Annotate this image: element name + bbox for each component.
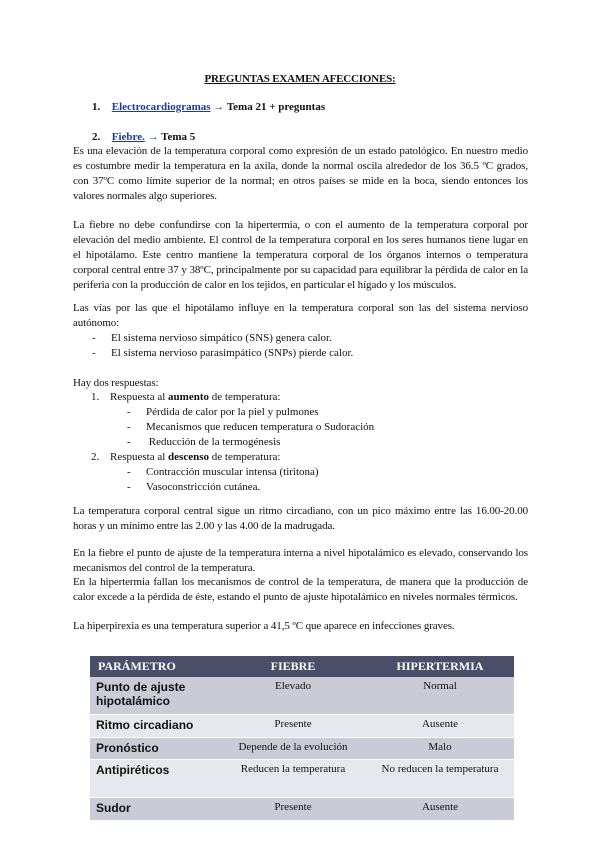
- table-cell: Malo: [366, 737, 514, 759]
- dash-bullet: -: [127, 421, 131, 433]
- table-cell: Normal: [366, 677, 514, 714]
- table-cell: Antipiréticos: [90, 759, 220, 797]
- paragraph-vias: Las vías por las que el hipotálamo influye en la temperatura corporal son las del sistema nervioso autónomo:: [73, 302, 528, 329]
- table-cell: Presente: [220, 714, 366, 737]
- table-header-cell: PARÁMETRO: [90, 656, 220, 677]
- table-cell: Elevado: [220, 677, 366, 714]
- table-row: [90, 677, 514, 714]
- table-cell: Depende de la evolución: [220, 737, 366, 759]
- list-item: - Vasoconstricción cutánea.: [127, 481, 261, 493]
- table-row: [90, 714, 514, 737]
- list-item: - Contracción muscular intensa (tiritona): [127, 466, 319, 478]
- arrow-icon: →: [213, 101, 225, 113]
- section-header-fiebre: [92, 131, 195, 143]
- table-header-row: [90, 656, 514, 677]
- list-item: - El sistema nervioso simpático (SNS) genera calor.: [92, 332, 332, 344]
- section-number: 1.: [92, 101, 101, 113]
- paragraph-respuestas: Hay dos respuestas:: [73, 377, 159, 389]
- section-header-ecg: [92, 101, 325, 113]
- dash-bullet: -: [92, 347, 96, 359]
- table-cell: Presente: [220, 797, 366, 820]
- table-row: [90, 797, 514, 820]
- section-topic: Electrocardiogramas: [111, 101, 211, 113]
- table-cell: Reducen la temperatura: [220, 759, 366, 797]
- list-item: - El sistema nervioso parasimpático (SNPs) pierde calor.: [92, 347, 354, 359]
- page-title: PREGUNTAS EXAMEN AFECCIONES:: [204, 73, 396, 85]
- comparison-table: [90, 656, 514, 821]
- list-item: - Mecanismos que reducen temperatura o Sudoración: [127, 421, 375, 433]
- paragraph-ritmo: La temperatura corporal central sigue un ritmo circadiano, con un pico máximo entre las 16.00-20.00 horas y un mínimo entre las 2.00 y las 4.00 de la madrugada.: [73, 505, 528, 532]
- table-cell: Pronóstico: [90, 737, 220, 759]
- dash-bullet: -: [127, 466, 131, 478]
- table-row: [90, 759, 514, 797]
- table-cell: No reducen la temperatura: [366, 759, 514, 797]
- dash-bullet: -: [127, 406, 131, 418]
- table-cell: Sudor: [90, 797, 220, 820]
- paragraph-hipertermia-control: En la hipertermia fallan los mecanismos de control de la temperatura, de manera que la producción de calor excede a la pérdida de éste, estando el punto de ajuste hipotalámico en niveles normales térmicos.: [73, 576, 528, 603]
- response-header: 2. Respuesta al descenso de temperatura:: [91, 451, 281, 463]
- section-number: 2.: [92, 131, 101, 143]
- section-rest: Tema 5: [161, 131, 196, 143]
- section-rest: Tema 21 + preguntas: [226, 101, 326, 113]
- dash-bullet: -: [92, 332, 96, 344]
- list-item: - Pérdida de calor por la piel y pulmones: [127, 406, 319, 418]
- paragraph-definicion: Es una elevación de la temperatura corporal como expresión de un estado patológico. En nuestro medio es costumbre medir la temperatura en la axila, donde la normal oscila alrededor de los 36.5 ºC grados, con 37ºC como límite superior de la normal; en otros países se mide en la boca, siendo entonces los valores normales algo superiores.: [73, 145, 528, 202]
- dash-bullet: -: [127, 436, 131, 448]
- table-cell: Ausente: [366, 797, 514, 820]
- dash-bullet: -: [127, 481, 131, 493]
- arrow-icon: →: [147, 131, 159, 143]
- table-header-cell: FIEBRE: [220, 656, 366, 677]
- table-header-cell: HIPERTERMIA: [366, 656, 514, 677]
- paragraph-hipertermia: La fiebre no debe confundirse con la hipertermia, o con el aumento de la temperatura corporal por elevación del medio ambiente. El control de la temperatura corporal en los seres humanos tiene lugar en el hipotálamo. Este centro mantiene la temperatura corporal de los órganos internos o temperatura corporal central entre 37 y 38ºC, principalmente por su capacidad para equilibrar la pérdida de calor en la periferia con la producción de calor en los tejidos, en particular el hígado y los músculos.: [73, 219, 528, 291]
- table-cell: Ritmo circadiano: [90, 714, 220, 737]
- response-header: 1. Respuesta al aumento de temperatura:: [91, 391, 281, 403]
- section-topic: Fiebre.: [111, 131, 145, 143]
- table-row: [90, 737, 514, 759]
- paragraph-fiebre-ajuste: En la fiebre el punto de ajuste de la temperatura interna a nivel hipotalámico es elevado, conservando los mecanismos del control de la temperatura.: [73, 547, 528, 574]
- paragraph-hiperpirexia: La hiperpirexia es una temperatura superior a 41,5 ºC que aparece en infecciones graves.: [73, 620, 455, 632]
- table-cell: Punto de ajuste hipotalámico: [90, 677, 220, 714]
- list-item: - Reducción de la termogénesis: [127, 436, 281, 448]
- table-cell: Ausente: [366, 714, 514, 737]
